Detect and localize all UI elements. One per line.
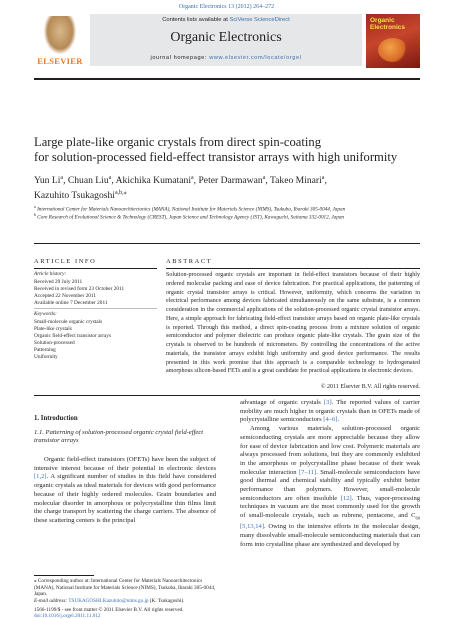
author[interactable]: Takeo Minari$^a$	[269, 175, 325, 187]
contents-line	[90, 17, 362, 23]
doi-link[interactable]: doi:10.1016/j.orgel.2011.11.012	[34, 613, 101, 619]
homepage-line	[90, 55, 362, 61]
journal-cover-image	[366, 14, 420, 68]
doi-line	[34, 613, 101, 619]
author[interactable]: Peter Darmawan$^a$	[198, 175, 266, 187]
keyword-item: Solution-processed	[34, 340, 75, 346]
abstract-rule	[166, 268, 420, 269]
body-left-column: Organic field-effect transistors (OFETs) have been the subject of intensive interest because of their potential in electronic devices [1,2]. A significant number of studies in this field have considered organic crystals as ideal materials for devices with good performance because of their highly ordered molecules. Grain boundaries and molecular disorder in amorphous or polycrystalline thin films limit the charge transport by scattering the charge carriers. The absence of these scattering centers is the principal	[34, 456, 216, 524]
abstract-heading: ABSTRACT	[166, 258, 213, 265]
masthead	[90, 14, 362, 66]
history-heading: Article history:	[34, 271, 67, 277]
author[interactable]: Chuan Liu$^a$	[67, 175, 112, 187]
body-right-column: advantage of organic crystals [3]. The reported values of carrier mobility are much higher in organic crystals than in OFETs made of polycrystalline semiconductors [4–6]. Among various materials, solution-processed organic semiconducting crystals are more appreciable because they allow for ease of device fabrication and low cost. Polymeric materials are always processed from solutions, but they are commonly exhibited in the amorphous or polycrystalline phase because of their weak molecular interaction [7–11]. Small-molecule semiconductors have good thermal and chemical stability and typically exhibit better performance than polymers. However, small-molecule semiconductors are often insoluble [12]. Thus, vapor-processing techniques in vacuum are the most commonly used for the growth of small-molecule crystals, such as rubrene, pentacene, and $C_{60}$ [5,13,14]. Owing to the intensive efforts in the molecular design, many dissolvable small-molecule semiconducting materials that can form into crystalline phase are synthesized and developed by	[240, 399, 420, 548]
journal-header	[34, 14, 420, 70]
homepage-prefix: journal homepage:	[150, 55, 210, 61]
title-line-1: Large plate-like organic crystals from direct spin-coating	[34, 135, 321, 149]
keyword-item: Uniformity	[34, 354, 58, 360]
history-item: Available online 7 December 2011	[34, 300, 108, 306]
journal-reference[interactable]: Organic Electronics 13 (2012) 264–272	[178, 4, 275, 10]
citation-link[interactable]: [3]	[323, 399, 332, 406]
body-rule	[34, 395, 420, 396]
author-list: Yun Li$^a$, Chuan Liu$^a$, Akichika Kumatani$^a$, Peter Darmawan$^a$, Takeo Minari$^a$, Kazuhito Tsukagoshi$^{a,b,⁎}$	[34, 175, 327, 202]
copyright-notice: © 2011 Elsevier B.V. All rights reserved.	[320, 384, 420, 390]
article-info-rule	[34, 268, 157, 269]
cover-title: Organic Electronics	[370, 17, 406, 31]
section-heading: 1. Introduction	[34, 415, 78, 422]
header-rule	[34, 78, 420, 80]
article-info-heading: ARTICLE INFO	[34, 258, 97, 265]
corresponding-author-footnote: ⁎ Corresponding author at: International Center for Materials Nanoarchitectonics (MANA), National Institute for Materials Science (NIMS), Tsukuba, Ibaraki 305-0044, Japan.	[34, 578, 216, 598]
tree-icon	[44, 16, 76, 54]
history-item: Received 29 July 2011	[34, 279, 83, 285]
citation-link[interactable]: [1,2]	[34, 473, 47, 481]
history-item: Received in revised form 23 October 2011	[34, 286, 125, 292]
journal-title: Organic Electronics	[170, 30, 282, 45]
abstract-text: Solution-processed organic crystals are important in field-effect transistors because of their highly ordered molecular packing and ease of device fabrication. For practical applications, the patterning of organic crystal transistor arrays is critical. However, uniformity, which concerns the variation in electrical performance among devices fabricated simultaneously on the same substrate, is a common consideration in the commercial applications of the solution-processed organic crystal transistor arrays. Here, a simple approach for fabricating field-effect transistor arrays based on organic plate-like crystals is reported. Through this method, a direct spin-coating process from a mixture solution of organic semiconductor and polymer dielectric can produce organic plate-like crystals. The grain size of the crystals is observed to be hundreds of micrometers. By controlling the concentrations of the active materials, the transistor arrays exhibit high uniformity and good device performance. The results presented in this work promise that this approach is a comparable technology to hydrogenated amorphous silicon-based FETs and is a great candidate for practical applications in electronic devices.	[166, 272, 420, 375]
sciencedirect-link[interactable]: SciVerse ScienceDirect	[229, 17, 290, 23]
history-item: Accepted 22 November 2011	[34, 293, 97, 299]
citation-link[interactable]: [5,13,14]	[240, 523, 265, 531]
keyword-item: Plate-like crystals	[34, 326, 72, 332]
citation-link[interactable]: [7–11]	[299, 468, 317, 476]
email-footnote: E-mail address: TSUKAGOSHI.Kazuhito@nims.go.jp (K. Tsukagoshi).	[34, 598, 185, 604]
homepage-link[interactable]: www.elsevier.com/locate/orgel	[209, 55, 302, 61]
footnote-rule	[34, 575, 94, 576]
cover-graphic	[378, 38, 408, 62]
keywords-rule	[34, 308, 157, 309]
section-rule	[34, 243, 420, 244]
email-link[interactable]: TSUKAGOSHI.Kazuhito@nims.go.jp	[68, 598, 149, 604]
elsevier-logo	[34, 14, 86, 69]
subsection-heading: 1.1. Patterning of solution-processed organic crystal field-effect transistor arrays	[34, 429, 204, 445]
citation-link[interactable]: [12]	[340, 494, 352, 502]
citation-link[interactable]: [4–6]	[323, 416, 338, 424]
author[interactable]: Yun Li$^a$	[34, 175, 64, 187]
affiliation-a: $^a$ International Center for Materials Nanoarchitectonics (MANA), National Institute for Materials Science (NIMS), Tsukuba, Ibaraki 305-0044, Japan	[34, 204, 346, 213]
affiliation-b: $^b$ Core Research of Evolutional Science & Technology (CREST), Japan Science and Technology Agency (JST), Kawaguchi, Saitama 332-0012, Japan	[34, 212, 345, 221]
contents-prefix: Contents lists available at	[162, 17, 228, 23]
article-title	[34, 135, 434, 165]
keywords-heading: Keywords:	[34, 311, 57, 317]
keyword-item: Organic field-effect transistor arrays	[34, 333, 112, 339]
issn-line: 1566-1199/$ - see front matter © 2011 Elsevier B.V. All rights reserved.	[34, 607, 184, 613]
keyword-item: Patterning	[34, 347, 56, 353]
author[interactable]: Kazuhito Tsukagoshi$^{a,b,⁎}$	[34, 190, 127, 202]
keyword-item: Small-molecule organic crystals	[34, 319, 103, 325]
author[interactable]: Akichika Kumatani$^a$	[115, 175, 194, 187]
title-line-2: for solution-processed field-effect transistor arrays with high uniformity	[34, 150, 398, 164]
publisher-name: ELSEVIER	[37, 56, 83, 66]
